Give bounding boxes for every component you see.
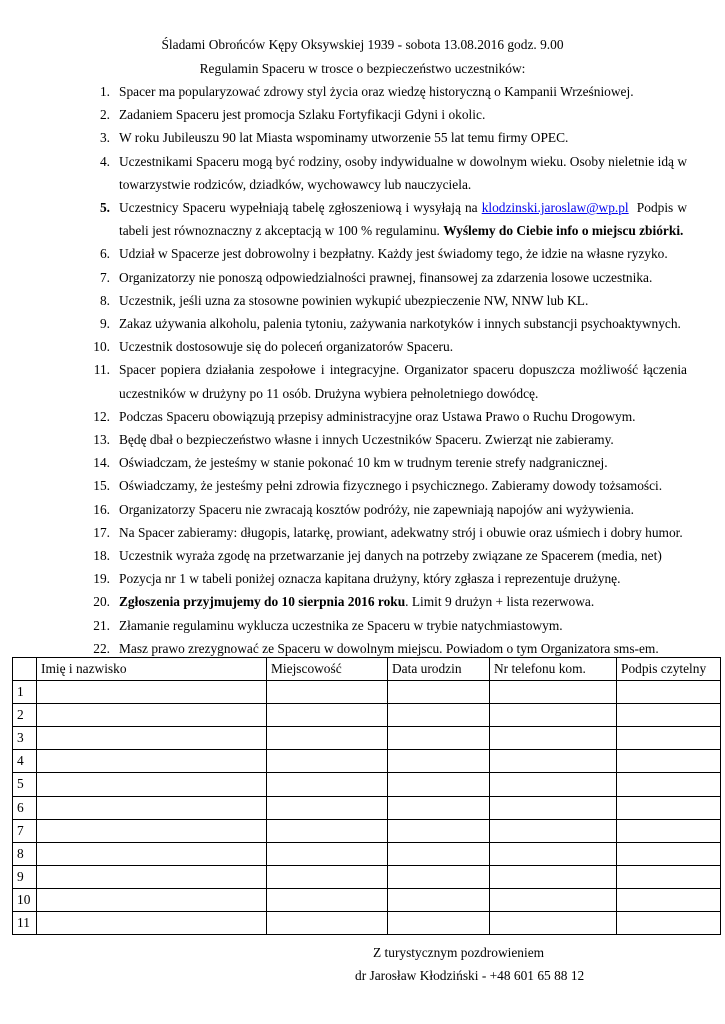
birth-date-cell[interactable]	[388, 888, 490, 911]
phone-cell[interactable]	[490, 912, 617, 935]
table-row	[13, 727, 721, 750]
rule-item	[0, 451, 687, 474]
rule-bold-text: Zgłoszenia przyjmujemy do 10 sierpnia 2016 roku	[119, 594, 406, 610]
town-cell[interactable]	[267, 704, 388, 727]
name-cell[interactable]	[37, 865, 267, 888]
birth-date-cell[interactable]	[388, 727, 490, 750]
rule-number: 20.	[93, 594, 110, 610]
birth-date-cell[interactable]	[388, 704, 490, 727]
rule-number: 1.	[99, 84, 110, 99]
rules-list	[0, 80, 725, 660]
row-number: 10	[13, 888, 37, 911]
signature-cell[interactable]	[617, 704, 721, 727]
phone-cell[interactable]	[490, 681, 617, 704]
rule-item	[0, 289, 687, 312]
rule-text: Oświadczam, że jesteśmy w stanie pokonać 10 km w trudnym terenie strefy nadgranicznej.	[119, 455, 608, 471]
rule-item	[0, 498, 687, 521]
signature-cell[interactable]	[617, 865, 721, 888]
phone-cell[interactable]	[490, 888, 617, 911]
rule-number: 3.	[99, 130, 110, 146]
rule-text: Podczas Spaceru obowiązują przepisy administracyjne oraz Ustawa Prawo o Ruchu Drogowym.	[119, 408, 636, 424]
rule-item	[0, 521, 687, 544]
signature-cell[interactable]	[617, 750, 721, 773]
rule-text: Złamanie regulaminu wyklucza uczestnika ze Spaceru w trybie natychmiastowym.	[119, 617, 563, 633]
rule-item	[0, 312, 687, 335]
town-cell[interactable]	[267, 681, 388, 704]
rule-number: 11.	[93, 362, 110, 378]
table-row	[13, 796, 721, 819]
phone-cell[interactable]	[490, 796, 617, 819]
rule-number: 4.	[99, 153, 110, 169]
rule-item	[0, 428, 687, 451]
name-cell[interactable]	[37, 819, 267, 842]
rule-item	[0, 266, 687, 289]
birth-date-cell[interactable]	[388, 865, 490, 888]
rule-number: 18.	[93, 548, 110, 564]
rule-text-continued: Podpis w tabeli jest równoznaczny z akceptacją w 100 % regulaminu.	[119, 200, 687, 239]
rule-item	[0, 80, 687, 103]
phone-cell[interactable]	[490, 865, 617, 888]
table-row	[13, 888, 721, 911]
table-row	[13, 773, 721, 796]
rule-number: 10.	[93, 339, 110, 355]
row-number: 7	[13, 819, 37, 842]
rule-item	[0, 103, 687, 126]
town-cell[interactable]	[267, 842, 388, 865]
rule-text: Będę dbał o bezpieczeństwo własne i innych Uczestników Spaceru. Zwierząt nie zabieramy.	[119, 432, 614, 448]
table-row	[13, 681, 721, 704]
rule-text: Zakaz używania alkoholu, palenia tytoniu, zażywania narkotyków i innych substancji psychoaktywnych.	[119, 316, 681, 332]
rule-text: Zadaniem Spaceru jest promocja Szlaku Fortyfikacji Gdyni i okolic.	[119, 107, 486, 123]
email-link[interactable]: klodzinski.jaroslaw@wp.pl	[481, 200, 629, 216]
name-cell[interactable]	[37, 796, 267, 819]
rule-item	[0, 335, 687, 358]
row-number: 9	[13, 865, 37, 888]
rule-bold-text: Wyślemy do Ciebie info o miejscu zbiórki.	[443, 223, 684, 239]
town-cell[interactable]	[267, 773, 388, 796]
rule-number: 14.	[93, 455, 110, 471]
birth-date-cell[interactable]	[388, 842, 490, 865]
name-cell[interactable]	[37, 773, 267, 796]
rule-text: Spacer popiera działania zespołowe i integracyjne. Organizator spaceru dopuszcza możliwość łączenia uczestników w drużyny po 11 osób. Drużyna wybiera pełnoletniego dowódcę.	[119, 362, 687, 401]
rule-item	[0, 590, 687, 613]
header-cell-town: Miejscowość	[267, 658, 388, 681]
rule-item	[0, 474, 687, 497]
signature-cell[interactable]	[617, 819, 721, 842]
rule-number: 7.	[99, 269, 110, 285]
rule-number: 9.	[99, 316, 110, 332]
phone-cell[interactable]	[490, 773, 617, 796]
row-number: 2	[13, 704, 37, 727]
name-cell[interactable]	[37, 750, 267, 773]
rule-number: 22.	[93, 640, 110, 656]
birth-date-cell[interactable]	[388, 750, 490, 773]
rule-text: Pozycja nr 1 w tabeli poniżej oznacza kapitana drużyny, który zgłasza i reprezentuje drużynę.	[119, 571, 621, 587]
row-number: 4	[13, 750, 37, 773]
signature-cell[interactable]	[617, 727, 721, 750]
name-cell[interactable]	[37, 681, 267, 704]
rule-number: 13.	[93, 432, 110, 448]
rule-number: 17.	[93, 524, 110, 540]
rule-item	[0, 150, 687, 196]
rule-text: Spacer ma popularyzować zdrowy styl życia oraz wiedzę historyczną o Kampanii Wrześniowej.	[119, 84, 634, 99]
rule-number: 16.	[93, 501, 110, 517]
registration-table	[12, 657, 721, 935]
header-cell-name: Imię i nazwisko	[37, 658, 267, 681]
birth-date-cell[interactable]	[388, 681, 490, 704]
rule-number: 8.	[99, 292, 110, 308]
rule-text: Organizatorzy Spaceru nie zwracają kosztów podróży, nie zapewniają napojów ani wyżywienia.	[119, 501, 634, 517]
table-row	[13, 865, 721, 888]
signature-cell[interactable]	[617, 681, 721, 704]
town-cell[interactable]	[267, 819, 388, 842]
rule-text: . Limit 9 drużyn + lista rezerwowa.	[405, 594, 595, 610]
table-row	[13, 842, 721, 865]
phone-cell[interactable]	[490, 727, 617, 750]
header-cell-number	[13, 658, 37, 681]
table-row	[13, 912, 721, 935]
town-cell[interactable]	[267, 912, 388, 935]
signature-cell[interactable]	[617, 796, 721, 819]
rule-text: Na Spacer zabieramy: długopis, latarkę, prowiant, adekwatny strój i obuwie oraz uśmiech i dobry humor.	[119, 524, 683, 540]
name-cell[interactable]	[37, 727, 267, 750]
rule-number: 15.	[93, 478, 110, 494]
town-cell[interactable]	[267, 888, 388, 911]
signature-cell[interactable]	[617, 888, 721, 911]
rule-number: 6.	[99, 246, 110, 262]
document-title: Śladami Obrońców Kępy Oksywskiej 1939 - sobota 13.08.2016 godz. 9.00	[161, 37, 564, 52]
name-cell[interactable]	[37, 912, 267, 935]
rule-text: Uczestnik, jeśli uzna za stosowne powinien wykupić ubezpieczenie NW, NNW lub KL.	[119, 292, 589, 308]
rule-text: Organizatorzy nie ponoszą odpowiedzialności prawnej, finansowej za zdarzenia losowe uczestnika.	[119, 269, 653, 285]
rule-number: 21.	[93, 617, 110, 633]
table-row	[13, 704, 721, 727]
table-row	[13, 819, 721, 842]
row-number: 1	[13, 681, 37, 704]
birth-date-cell[interactable]	[388, 773, 490, 796]
table-header-row	[13, 658, 721, 681]
birth-date-cell[interactable]	[388, 912, 490, 935]
phone-cell[interactable]	[490, 819, 617, 842]
town-cell[interactable]	[267, 750, 388, 773]
row-number: 11	[13, 912, 37, 935]
rule-item	[0, 358, 687, 404]
rule-text: W roku Jubileuszu 90 lat Miasta wspominamy utworzenie 55 lat temu firmy OPEC.	[119, 130, 569, 146]
signature-cell[interactable]	[617, 773, 721, 796]
row-number: 6	[13, 796, 37, 819]
rule-item	[0, 196, 687, 242]
rule-number: 19.	[93, 571, 110, 587]
rule-text: Oświadczamy, że jesteśmy pełni zdrowia fizycznego i psychicznego. Zabieramy dowody tożsamości.	[119, 478, 663, 494]
row-number: 5	[13, 773, 37, 796]
phone-cell[interactable]	[490, 750, 617, 773]
birth-date-cell[interactable]	[388, 796, 490, 819]
header-cell-birth-date: Data urodzin	[388, 658, 490, 681]
closing-greeting: Z turystycznym pozdrowieniem	[373, 945, 545, 960]
signature-cell[interactable]	[617, 842, 721, 865]
phone-cell[interactable]	[490, 704, 617, 727]
rule-item	[0, 405, 687, 428]
row-number: 3	[13, 727, 37, 750]
phone-cell[interactable]	[490, 842, 617, 865]
rule-number: 5.	[99, 200, 110, 216]
name-cell[interactable]	[37, 704, 267, 727]
town-cell[interactable]	[267, 727, 388, 750]
rule-item	[0, 544, 687, 567]
birth-date-cell[interactable]	[388, 819, 490, 842]
rule-item	[0, 567, 687, 590]
rule-text: Masz prawo zrezygnować ze Spaceru w dowolnym miejscu. Powiadom o tym Organizatora sms-em.	[119, 640, 659, 656]
rule-item	[0, 614, 687, 637]
rule-text: Udział w Spacerze jest dobrowolny i bezpłatny. Każdy jest świadomy tego, że idzie na własne ryzyko.	[119, 246, 668, 262]
rule-number: 12.	[93, 408, 110, 424]
name-cell[interactable]	[37, 888, 267, 911]
rule-text: Uczestnik dostosowuje się do poleceń organizatorów Spaceru.	[119, 339, 454, 355]
header-cell-phone: Nr telefonu kom.	[490, 658, 617, 681]
signature-cell[interactable]	[617, 912, 721, 935]
rule-number: 2.	[99, 107, 110, 123]
town-cell[interactable]	[267, 796, 388, 819]
table-row	[13, 750, 721, 773]
document-subtitle: Regulamin Spaceru w trosce o bezpieczeństwo uczestników:	[199, 61, 526, 76]
closing-signature: dr Jarosław Kłodziński - +48 601 65 88 12	[355, 968, 585, 983]
rule-text: Uczestnicy Spaceru wypełniają tabelę zgłoszeniową i wysyłają na	[119, 200, 478, 216]
rule-item	[0, 242, 687, 265]
rule-text: Uczestnik wyraża zgodę na przetwarzanie jej danych na potrzeby związane ze Spacerem (media, net)	[119, 548, 662, 564]
row-number: 8	[13, 842, 37, 865]
header-cell-signature: Podpis czytelny	[617, 658, 721, 681]
rule-item	[0, 126, 687, 149]
rule-text: Uczestnikami Spaceru mogą być rodziny, osoby indywidualne w dowolnym wieku. Osoby nieletnie idą w towarzystwie rodziców, dziadków, wychowawcy lub nauczyciela.	[119, 153, 687, 192]
name-cell[interactable]	[37, 842, 267, 865]
town-cell[interactable]	[267, 865, 388, 888]
